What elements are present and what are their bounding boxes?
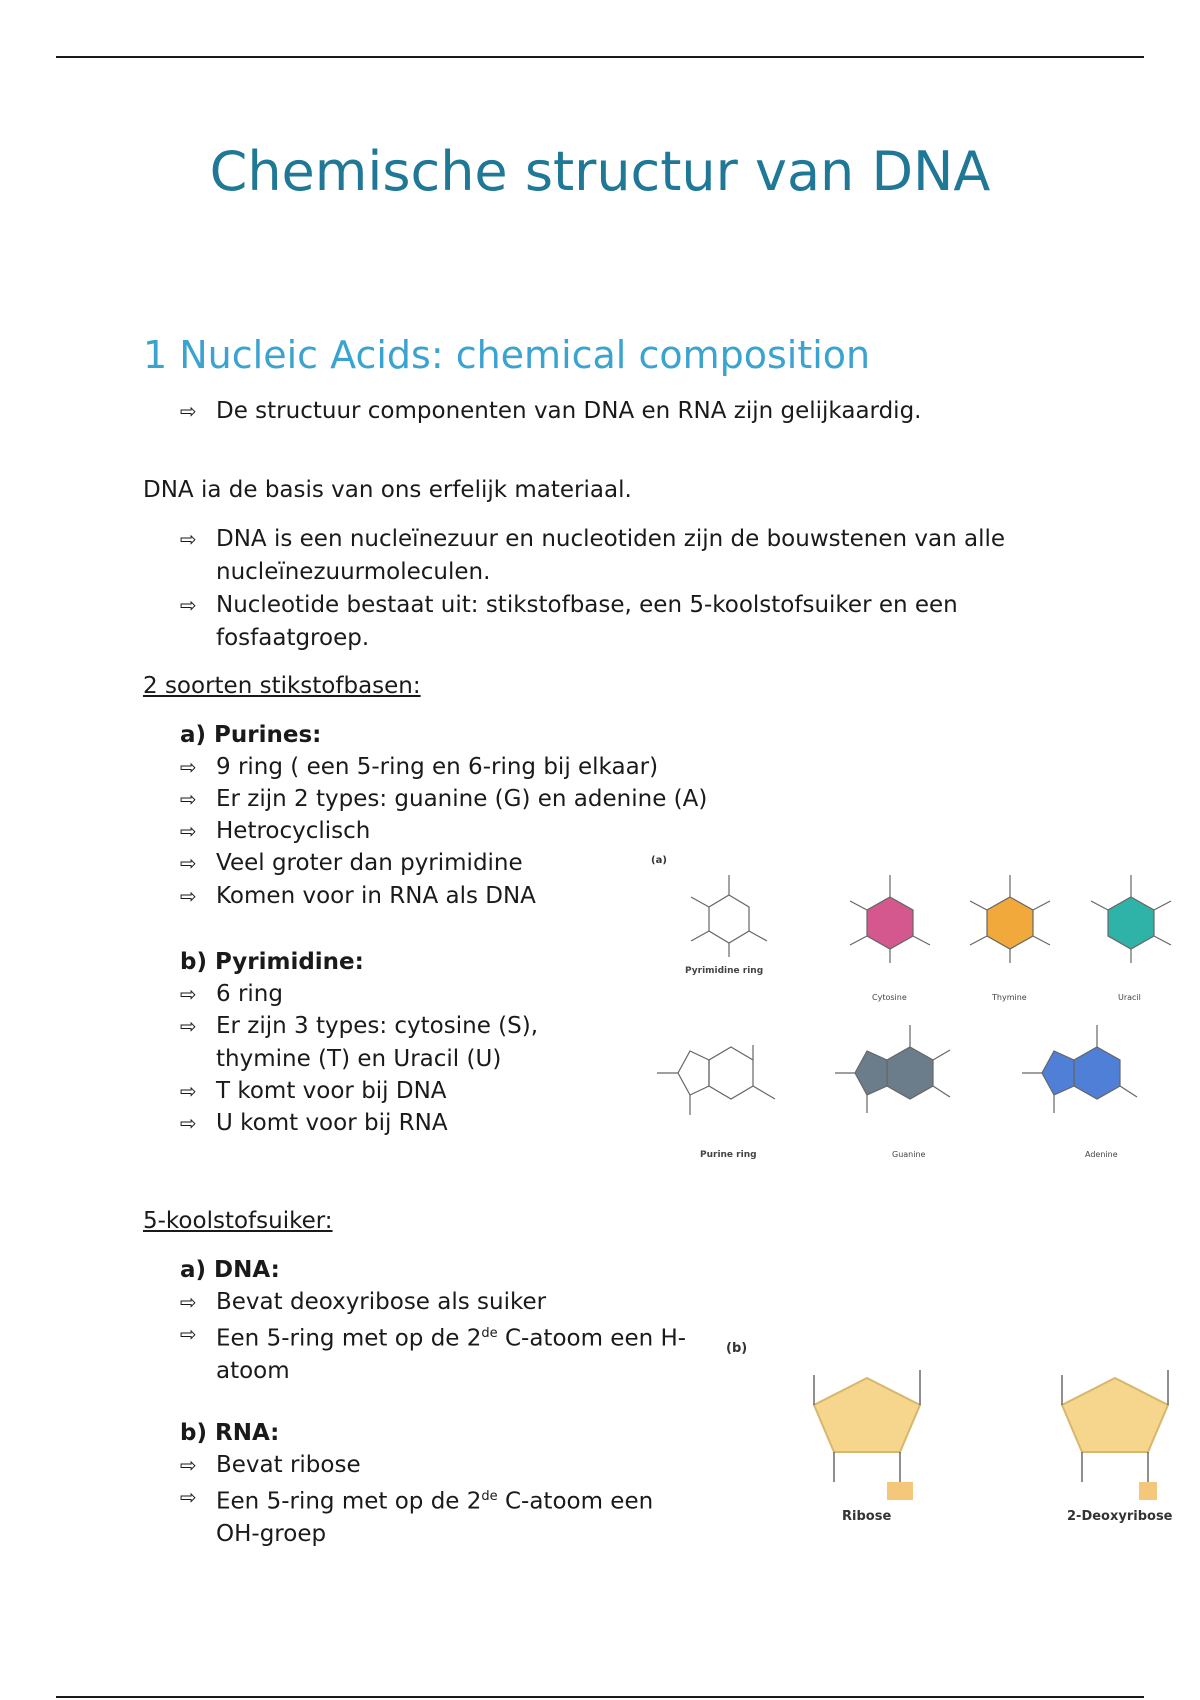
list-item: ⇨ De structuur componenten van DNA en RNA zijn gelijkaardig.: [180, 395, 1080, 428]
list-item: ⇨ Bevat ribose: [180, 1449, 720, 1482]
list-item: ⇨ 6 ring: [180, 978, 640, 1011]
list-item: ⇨ Veel groter dan pyrimidine: [180, 847, 780, 880]
arrow-icon: ⇨: [180, 593, 197, 617]
h-highlight: [1139, 1482, 1157, 1500]
section-heading: 1 Nucleic Acids: chemical composition: [143, 333, 871, 377]
arrow-icon: ⇨: [180, 1111, 197, 1135]
list-item: ⇨ T komt voor bij DNA: [180, 1075, 640, 1108]
adenine-caption: Adenine: [1085, 1150, 1118, 1159]
cytosine-caption: Cytosine: [872, 993, 907, 1002]
top-rule: [56, 56, 1144, 58]
arrow-icon: ⇨: [180, 884, 197, 908]
guanine-caption: Guanine: [892, 1150, 926, 1159]
bottom-rule: [56, 1696, 1144, 1698]
uracil-structure: [1091, 875, 1171, 963]
list-item: ⇨ Nucleotide bestaat uit: stikstofbase, een 5-koolstofsuiker en een fosfaatgroep.: [180, 589, 1040, 654]
bases-heading: 2 soorten stikstofbasen:: [143, 673, 421, 699]
sugar-heading: 5-koolstofsuiker:: [143, 1208, 333, 1234]
arrow-icon: ⇨: [180, 399, 197, 423]
list-item: ⇨ U komt voor bij RNA: [180, 1107, 640, 1140]
ribose-caption: Ribose: [842, 1509, 892, 1524]
adenine-structure: [1022, 1025, 1137, 1113]
thymine-caption: Thymine: [992, 993, 1027, 1002]
arrow-icon: ⇨: [180, 755, 197, 779]
list-item: ⇨ Bevat deoxyribose als suiker: [180, 1286, 720, 1319]
list-item: ⇨ DNA is een nucleïnezuur en nucleotiden zijn de bouwstenen van alle nucleïnezuurmoleculen.: [180, 523, 1080, 588]
deoxyribose-caption: 2-Deoxyribose: [1067, 1509, 1173, 1524]
rna-label: b) RNA:: [180, 1420, 280, 1446]
arrow-icon: ⇨: [180, 819, 197, 843]
oh-highlight: [887, 1482, 913, 1500]
list-item: ⇨ Een 5-ring met op de 2de C-atoom een H-atoom: [180, 1318, 700, 1388]
sugars-figure: [722, 1330, 1187, 1545]
uracil-caption: Uracil: [1118, 993, 1141, 1002]
dna-label: a) DNA:: [180, 1257, 280, 1283]
thymine-structure: [970, 875, 1050, 963]
intro-text: DNA ia de basis van ons erfelijk materiaal.: [143, 477, 632, 503]
nitrogen-bases-figure: [645, 845, 1185, 1175]
list-item: ⇨ Er zijn 3 types: cytosine (S), thymine (T) en Uracil (U): [180, 1010, 580, 1075]
ribose-structure: [814, 1370, 920, 1500]
list-item: ⇨ Er zijn 2 types: guanine (G) en adenine (A): [180, 783, 780, 816]
panel-label-a: (a): [651, 855, 667, 866]
list-item: ⇨ Hetrocyclisch: [180, 815, 780, 848]
arrow-icon: ⇨: [180, 1453, 197, 1477]
deoxyribose-structure: [1062, 1370, 1168, 1500]
page-title: Chemische structur van DNA: [209, 140, 991, 203]
list-item: ⇨ Een 5-ring met op de 2de C-atoom een OH-groep: [180, 1481, 700, 1551]
arrow-icon: ⇨: [180, 787, 197, 811]
pyrimidine-ring-structure: [691, 875, 767, 957]
purines-label: a) Purines:: [180, 722, 322, 748]
guanine-structure: [835, 1025, 950, 1113]
pyrimidine-label: b) Pyrimidine:: [180, 949, 364, 975]
list-item: ⇨ Komen voor in RNA als DNA: [180, 880, 780, 913]
arrow-icon: ⇨: [180, 1290, 197, 1314]
arrow-icon: ⇨: [180, 1485, 197, 1509]
arrow-icon: ⇨: [180, 1322, 197, 1346]
arrow-icon: ⇨: [180, 1079, 197, 1103]
arrow-icon: ⇨: [180, 1014, 197, 1038]
cytosine-structure: [850, 875, 930, 963]
purine-ring-structure: [657, 1045, 775, 1115]
pyrimidine-ring-caption: Pyrimidine ring: [685, 966, 764, 976]
purine-ring-caption: Purine ring: [700, 1150, 757, 1160]
arrow-icon: ⇨: [180, 527, 197, 551]
panel-label-b: (b): [726, 1341, 748, 1356]
arrow-icon: ⇨: [180, 982, 197, 1006]
list-item: ⇨ 9 ring ( een 5-ring en 6-ring bij elkaar): [180, 751, 780, 784]
arrow-icon: ⇨: [180, 851, 197, 875]
